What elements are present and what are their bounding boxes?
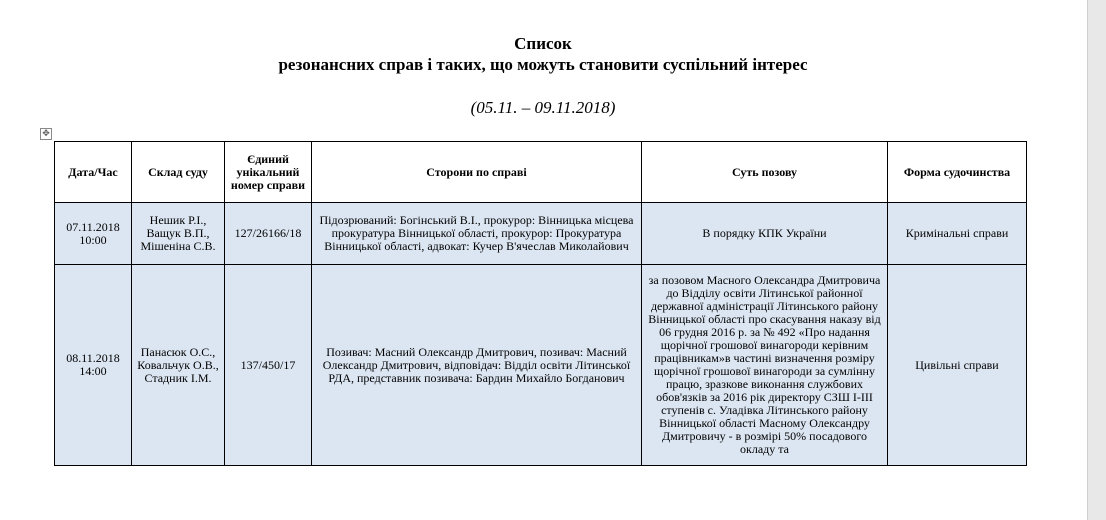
cell-subject: за позовом Масного Олександра Дмитровича до Відділу освіти Літинської районної державної адміністрації Літинського району Вінницької області про скасування наказу від 06 грудня 2016 р. за № 492 «Про надання щорічної грошової винагороди керівним працівникам»в частині визначення розміру щорічної грошової винагороди за сумлінну працю, зразкове виконання службових обов'язків за 2016 рік директору СЗШ І-ІІІ ступенів с. Уладівка Літинського району Вінницької області Масному Олександру Дмитровичу - в розмірі 50% посадового окладу та — [642, 265, 888, 466]
table-row — [55, 203, 1027, 265]
header-subject: Суть позову — [642, 142, 888, 203]
cell-subject: В порядку КПК України — [642, 203, 888, 265]
cell-datetime — [55, 265, 132, 466]
header-case-number: Єдиний унікальний номер справи — [225, 142, 312, 203]
cell-time: 14:00 — [79, 364, 107, 378]
date-range: (05.11. – 09.11.2018) — [470, 98, 616, 117]
table-row — [55, 265, 1027, 466]
vertical-scrollbar[interactable] — [1087, 0, 1106, 520]
cell-case-number: 127/26166/18 — [225, 203, 312, 265]
cell-court: Панасюк О.С., Ковальчук О.В., Стадник І.М. — [132, 265, 225, 466]
cell-form: Цивільні справи — [888, 265, 1027, 466]
table-move-handle-icon[interactable]: ✥ — [40, 128, 52, 140]
cell-court: Нешик Р.І., Ващук В.П., Мішеніна С.В. — [132, 203, 225, 265]
header-court: Склад суду — [132, 142, 225, 203]
document-subtitle: резонансних справ і таких, що можуть становити суспільний інтерес — [278, 55, 808, 74]
cell-case-number: 137/450/17 — [225, 265, 312, 466]
cell-date: 07.11.2018 — [66, 219, 120, 234]
cell-parties: Позивач: Масний Олександр Дмитрович, позивач: Масний Олександр Дмитрович, відповідач: Відділ освіти Літинської РДА, представник позивача: Бардин Михайло Богданович — [312, 265, 642, 466]
header-datetime: Дата/Час — [55, 142, 132, 203]
cell-datetime — [55, 203, 132, 265]
document-title: Список — [514, 34, 572, 53]
cell-parties: Підозрюваний: Богінський В.І., прокурор: Вінницька місцева прокуратура Вінницької області, прокурор: Прокуратура Вінницької області, адвокат: Кучер В'ячеслав Миколайович — [312, 203, 642, 265]
header-form: Форма судочинства — [888, 142, 1027, 203]
cases-table — [54, 141, 1027, 466]
cell-date: 08.11.2018 — [66, 351, 120, 365]
table-header-row — [55, 142, 1027, 203]
cell-time: 10:00 — [79, 232, 107, 247]
cell-form: Кримінальні справи — [888, 203, 1027, 265]
header-parties: Сторони по справі — [312, 142, 642, 203]
